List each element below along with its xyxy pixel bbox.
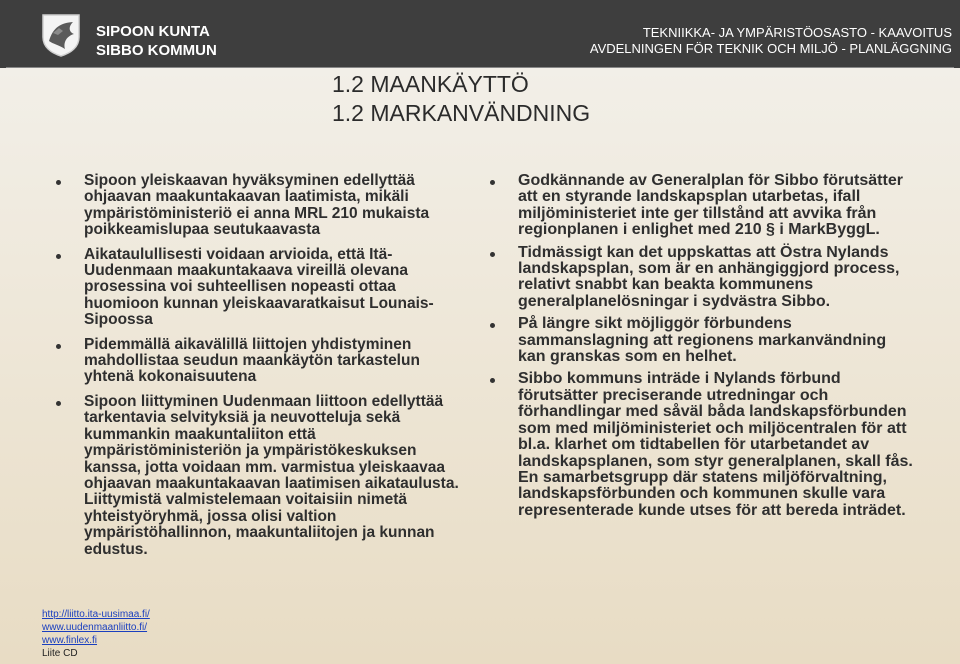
org-name-swedish: SIBBO KOMMUN (96, 42, 217, 59)
bullet-icon (56, 344, 61, 349)
bullet-icon (56, 180, 61, 185)
list-item: Tidmässigt kan det uppskattas att Östra Nylands landskapsplan, som är en anhängiggjord process, relativt snabbt kan beakta kommunens generalplanelösningar i sydvästra Sibbo. (490, 245, 918, 311)
title-swedish: 1.2 MARKANVÄNDNING (332, 100, 591, 126)
bullet-icon (490, 252, 495, 257)
bullet-icon (490, 180, 495, 185)
swedish-bullet-list (490, 173, 918, 525)
bullet-icon (56, 254, 61, 259)
org-name-finnish: SIPOON KUNTA (96, 23, 210, 40)
list-item: Pidemmällä aikavälillä liittojen yhdistyminen mahdollistaa seudun maankäytön tarkastelun yhtenä kokonaisuutena (56, 337, 466, 386)
link-ita-uusimaa[interactable]: http://liitto.ita-uusimaa.fi/ (42, 609, 150, 620)
bullet-icon (56, 401, 61, 406)
header-bar (0, 0, 960, 68)
bullet-icon (490, 378, 495, 383)
list-item: På längre sikt möjliggör förbundens sammanslagning att regionens markanvändning kan granskas som en helhet. (490, 316, 918, 365)
attachment-note: Liite CD (42, 648, 78, 659)
department-name-swedish: AVDELNINGEN FÖR TEKNIK OCH MILJÖ - PLANLÄGGNING (589, 41, 952, 56)
list-item: Godkännande av Generalplan för Sibbo förutsätter att en styrande landskapsplan utarbetas, ifall miljöministeriet inte ger tillstånd att avvika från regionplanen i enlighet med 210 § i MarkByggL. (490, 173, 918, 239)
link-uudenmaanliitto[interactable]: www.uudenmaanliitto.fi/ (42, 622, 148, 633)
header-divider (6, 67, 954, 68)
department-name-finnish: TEKNIIKKA- JA YMPÄRISTÖOSASTO - KAAVOITUS (642, 25, 952, 40)
source-links (42, 608, 150, 660)
list-item: Aikataulullisesti voidaan arvioida, että Itä-Uudenmaan maakuntakaava vireillä olevana prosessina voi suhteellisen nopeasti ottaa huomioon kunnan yleiskaavaratkaisut Lounais-Sipoossa (56, 247, 466, 329)
link-finlex[interactable]: www.finlex.fi (42, 635, 98, 646)
finnish-bullet-list (56, 173, 466, 566)
slide-title (332, 70, 590, 128)
bullet-icon (490, 323, 495, 328)
list-item: Sipoon yleiskaavan hyväksyminen edellyttää ohjaavan maakuntakaavan laatimista, mikäli ympäristöministeriö ei anna MRL 210 mukaista poikkeamislupaa seutukaavasta (56, 173, 466, 239)
title-finnish: 1.2 MAANKÄYTTÖ (332, 71, 529, 97)
list-item: Sibbo kommuns inträde i Nylands förbund förutsätter preciserande utredningar och förhandlingar med såväl båda landskapsförbunden som med miljöministeriet och miljöcentralen för att bl.a. klarhet om tidtabellen för utarbetandet av landskapsplanen, som styr generalplanen, skall fås. En samarbetsgrupp där statens miljöförvaltning, landskapsförbunden och kommunen skulle vara representerade kunde utses för att bereda inträdet. (490, 371, 918, 519)
department-name (590, 25, 952, 57)
heraldic-crest-icon (41, 13, 81, 57)
organization-name (96, 22, 217, 60)
list-item: Sipoon liittyminen Uudenmaan liittoon edellyttää tarkentavia selvityksiä ja neuvotteluja sekä kummankin maakuntaliiton että ympäristöministeriön ja ympäristökeskuksen kanssa, jotta voidaan mm. varmistua yleiskaavaa ohjaavan maakuntakaavan laatimisen aikataulusta. Liittymistä valmistelemaan voitaisiin nimetä yhteistyöryhmä, jossa olisi valtion ympäristöhallinnon, maakuntaliitojen ja kunnan edustus. (56, 394, 466, 558)
